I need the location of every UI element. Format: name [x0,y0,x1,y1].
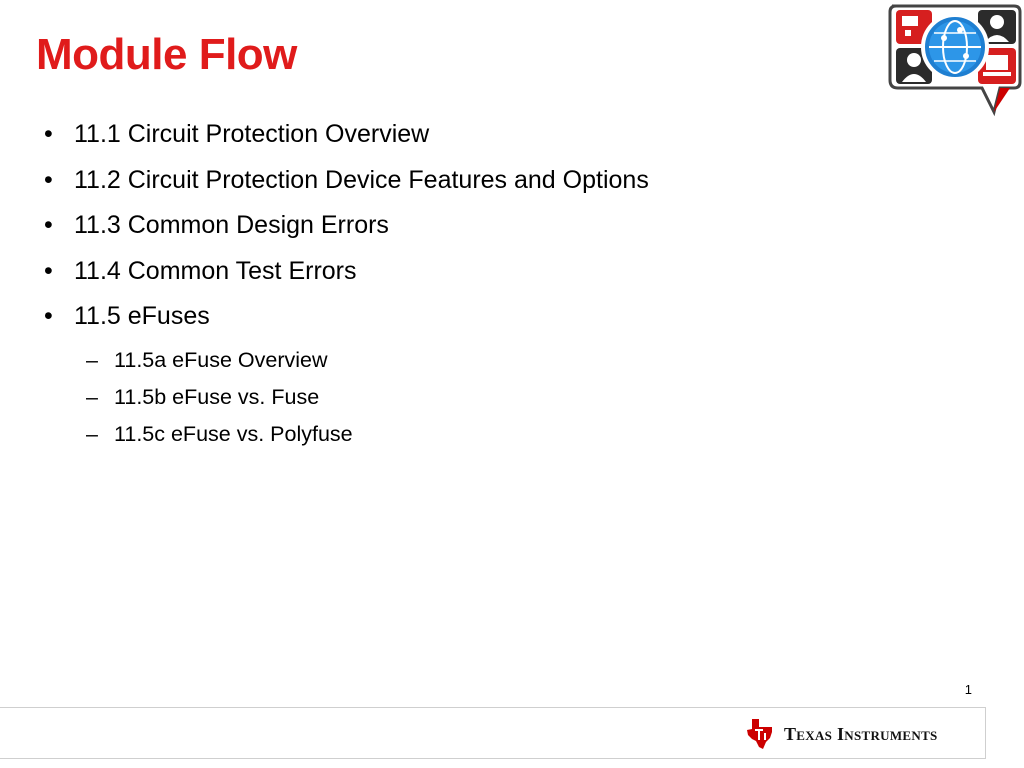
list-item-text: 11.1 Circuit Protection Overview [74,120,430,148]
bullet-mark: • [44,120,53,148]
sub-bullet-mark: – [86,421,98,446]
list-item [44,211,864,257]
brand-name: Texas Instruments [784,723,938,744]
list-item [44,257,864,303]
texas-state-icon [746,718,774,750]
sub-bullet-mark: – [86,384,98,409]
sub-list-item [44,385,864,422]
list-item-text: 11.5 eFuses [74,302,210,330]
bullet-mark: • [44,256,53,285]
list-item [44,166,864,212]
sub-list-item-text: 11.5b eFuse vs. Fuse [114,384,320,409]
texas-instruments-logo [746,718,938,750]
page-title: Module Flow [36,30,297,79]
list-item [44,302,864,348]
sub-list-item [44,422,864,459]
bullet-mark: • [44,211,53,239]
bullet-list [44,120,864,459]
training-network-badge-icon [882,0,1024,120]
sub-list-item-text: 11.5c eFuse vs. Polyfuse [114,421,353,446]
sub-bullet-mark: – [86,347,98,372]
page-number: 1 [964,682,972,697]
bullet-mark: • [44,165,53,194]
bullet-mark: • [44,302,53,330]
sub-list-item-text: 11.5a eFuse Overview [114,347,328,372]
list-item [44,120,864,166]
list-item-text: 11.4 Common Test Errors [74,256,357,285]
list-item-text: 11.3 Common Design Errors [74,211,389,239]
list-item-text: 11.2 Circuit Protection Device Features and Options [74,165,649,194]
sub-list-item [44,348,864,385]
